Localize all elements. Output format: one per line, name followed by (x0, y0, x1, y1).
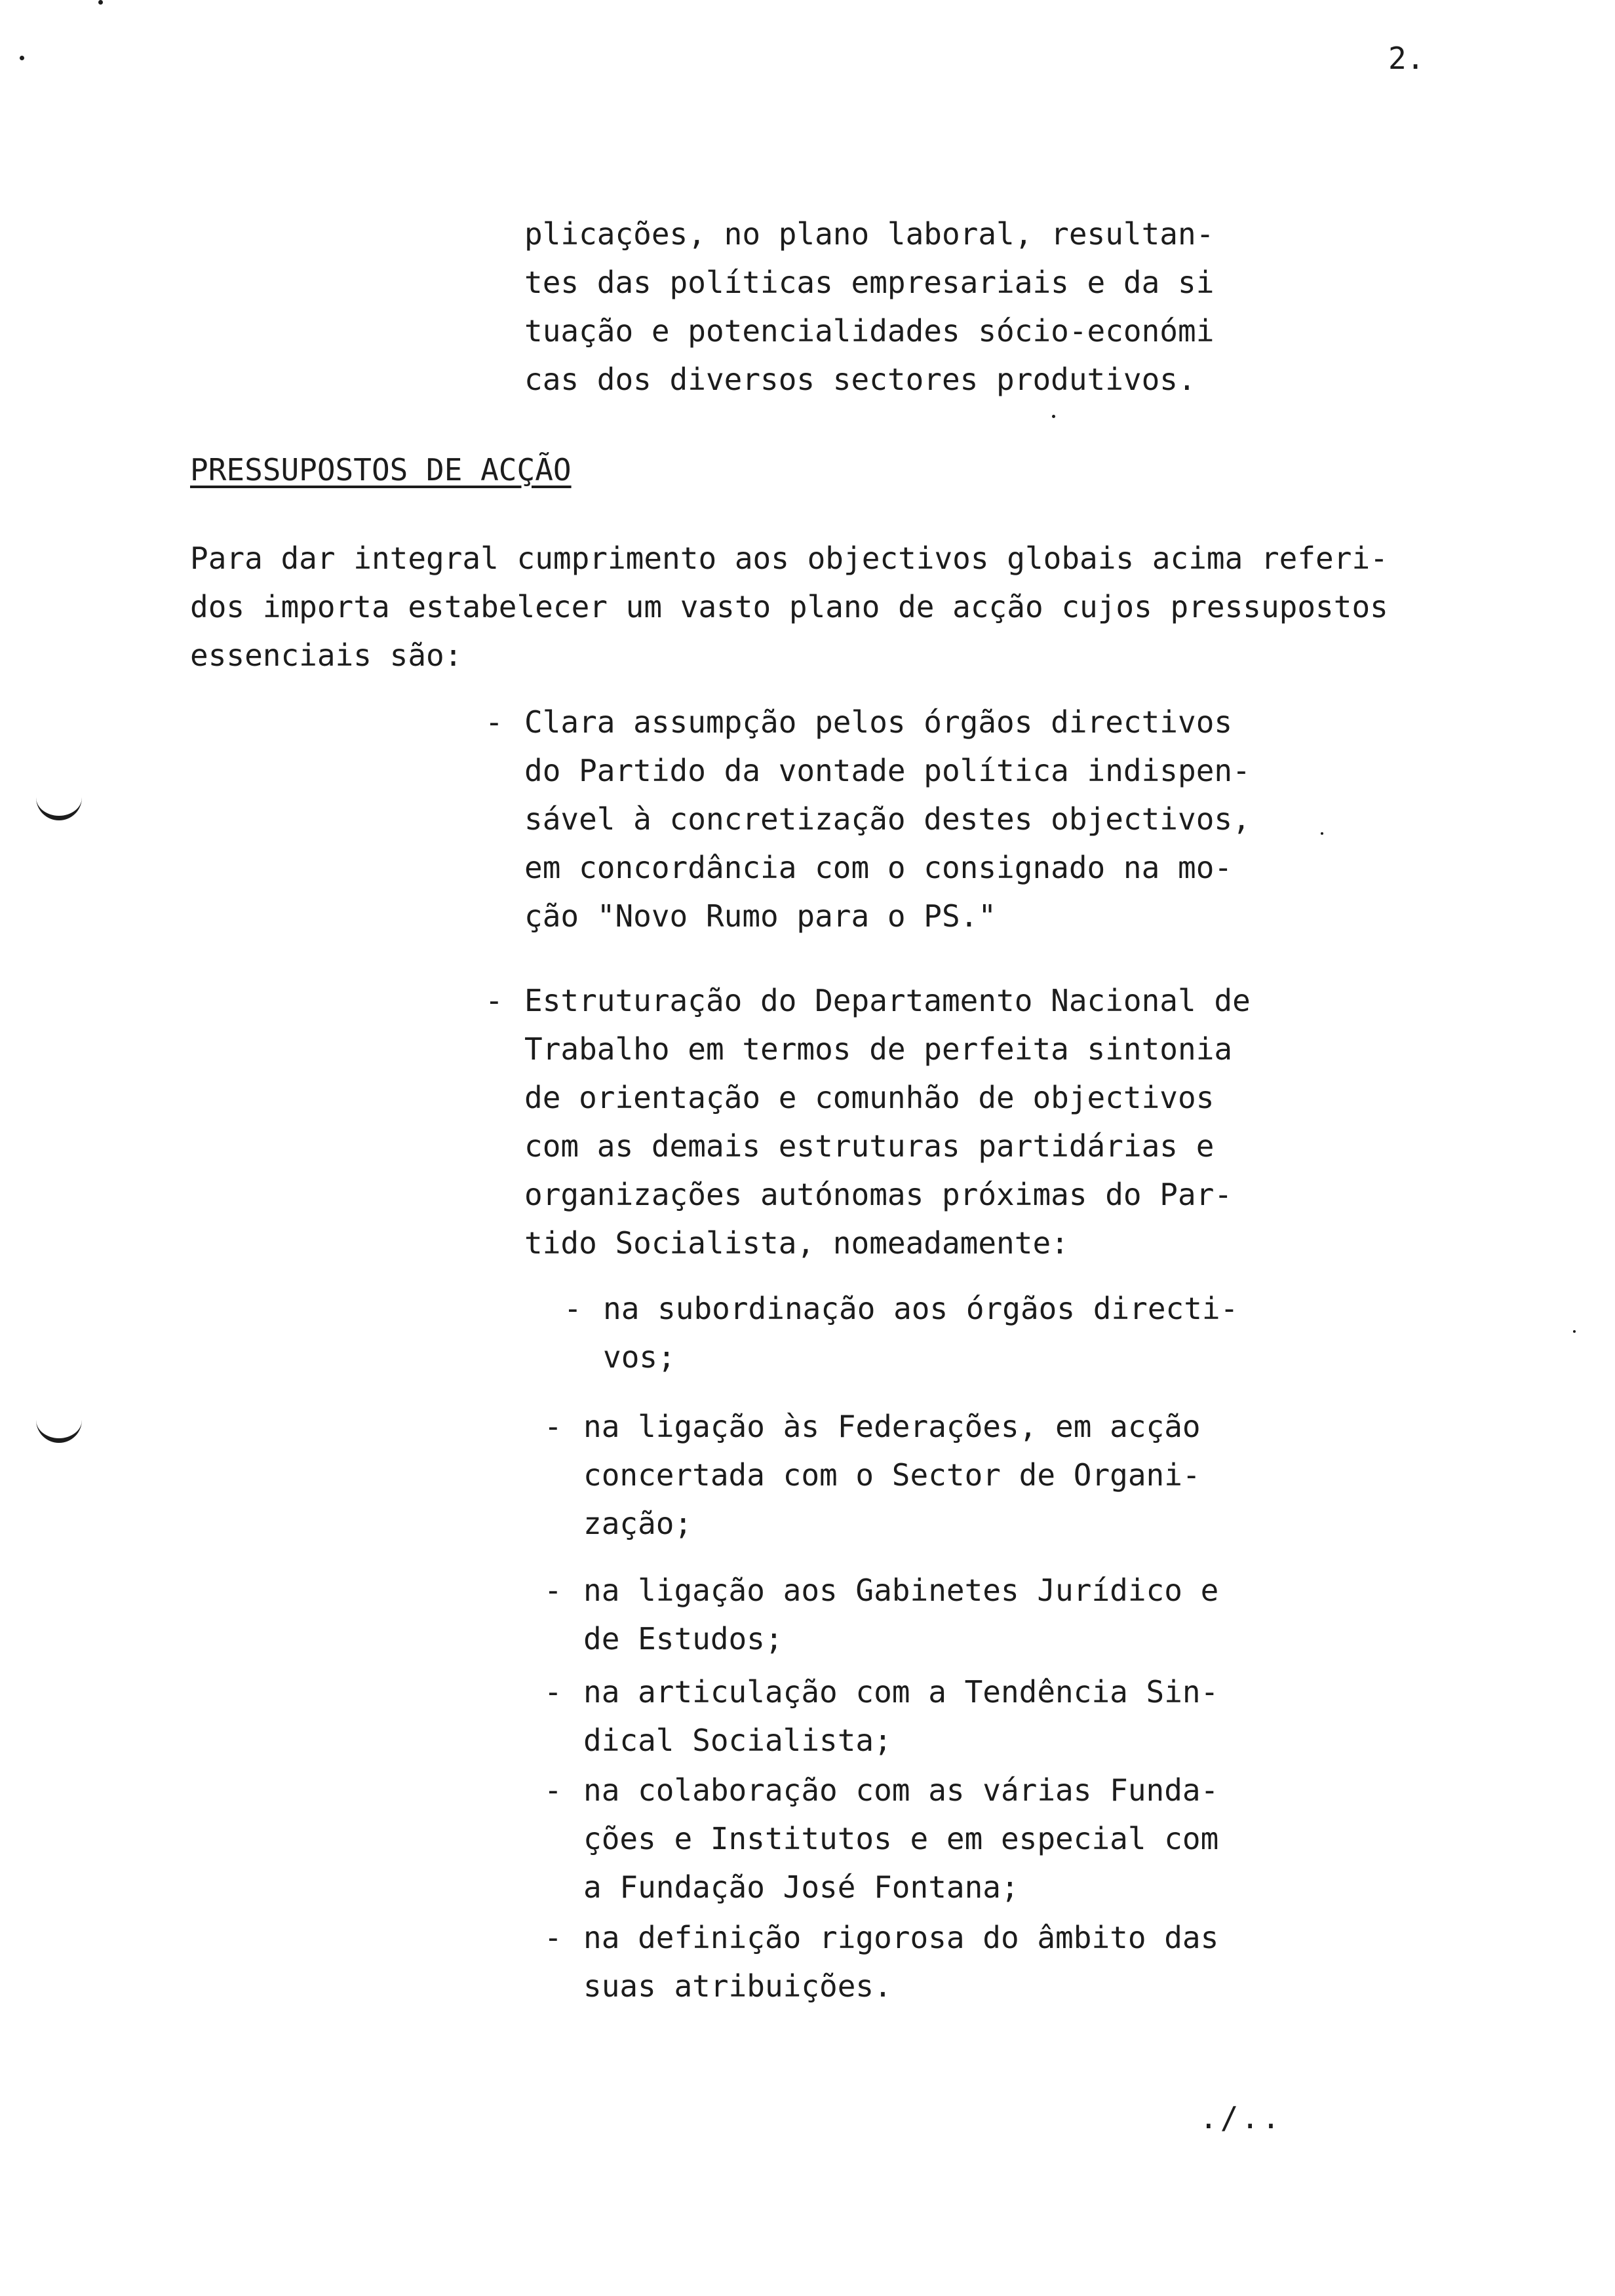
list-dash: - (564, 1291, 582, 1326)
sub-list-item-text (583, 1566, 1218, 1663)
list-dash: - (485, 704, 503, 740)
text-line: dos importa estabelecer um vasto plano de acção cujos pressupostos (190, 589, 1388, 624)
text-line: sável à concretização destes objectivos, (524, 801, 1251, 837)
text-line: na articulação com a Tendência Sin- (583, 1674, 1219, 1710)
scan-speck (98, 0, 103, 5)
text-line: na ligação às Federações, em acção (583, 1409, 1201, 1444)
text-line: Para dar integral cumprimento aos objectivos globais acima referi- (190, 541, 1388, 576)
sub-list-item-text (583, 1766, 1218, 1911)
text-line: dical Socialista; (583, 1723, 892, 1758)
intro-text (524, 210, 1214, 404)
scan-speck (1573, 1330, 1576, 1333)
intro-paragraph (190, 534, 1388, 679)
text-line: concertada com o Sector de Organi- (583, 1457, 1201, 1493)
text-line: ções e Institutos e em especial com (583, 1821, 1219, 1856)
text-line: de Estudos; (583, 1621, 783, 1656)
text-line: a Fundação José Fontana; (583, 1869, 1019, 1905)
text-line: tuação e potencialidades sócio-económi (524, 313, 1215, 349)
sub-list-item-text (583, 1402, 1201, 1548)
list-dash: - (544, 1772, 562, 1808)
scan-speck (1321, 832, 1323, 835)
text-line: Clara assumpção pelos órgãos directivos (524, 704, 1233, 740)
binder-hole-mark (36, 796, 82, 820)
text-line: de orientação e comunhão de objectivos (524, 1080, 1215, 1115)
text-line: plicações, no plano laboral, resultan- (524, 216, 1215, 252)
list-dash: - (485, 983, 503, 1018)
text-line: vos; (603, 1339, 676, 1375)
text-line: na colaboração com as várias Funda- (583, 1772, 1219, 1808)
sub-list-item-text (583, 1913, 1218, 2010)
text-line: organizações autónomas próximas do Par- (524, 1177, 1233, 1212)
text-line: do Partido da vontade política indispen- (524, 753, 1251, 788)
list-dash: - (544, 1573, 562, 1608)
text-line: na ligação aos Gabinetes Jurídico e (583, 1573, 1219, 1608)
text-line: na subordinação aos órgãos directi- (603, 1291, 1239, 1326)
list-dash: - (544, 1920, 562, 1955)
binder-hole-mark (36, 1419, 82, 1443)
text-line: com as demais estruturas partidárias e (524, 1128, 1215, 1164)
sub-list-item-text (583, 1668, 1218, 1765)
text-line: em concordância com o consignado na mo- (524, 850, 1233, 885)
text-line: cas dos diversos sectores produtivos. (524, 362, 1196, 397)
text-line: tido Socialista, nomeadamente: (524, 1225, 1069, 1261)
text-line: zação; (583, 1506, 693, 1541)
scan-speck (20, 56, 24, 60)
text-line: ção "Novo Rumo para o PS." (524, 898, 997, 934)
text-line: essenciais são: (190, 638, 463, 673)
text-line: suas atribuições. (583, 1968, 892, 2004)
text-line: Trabalho em termos de perfeita sintonia (524, 1031, 1233, 1067)
list-item-text (524, 698, 1251, 940)
page-number: 2. (1388, 41, 1425, 76)
section-heading: PRESSUPOSTOS DE ACÇÃO (190, 452, 572, 488)
list-item-text (524, 976, 1251, 1267)
text-line: tes das políticas empresariais e da si (524, 265, 1215, 300)
scan-speck (1052, 415, 1055, 418)
list-dash: - (544, 1674, 562, 1710)
list-dash: - (544, 1409, 562, 1444)
text-line: Estruturação do Departamento Nacional de (524, 983, 1251, 1018)
sub-list-item-text (603, 1284, 1238, 1381)
text-line: na definição rigorosa do âmbito das (583, 1920, 1219, 1955)
continuation-marker: ./.. (1199, 2100, 1283, 2135)
